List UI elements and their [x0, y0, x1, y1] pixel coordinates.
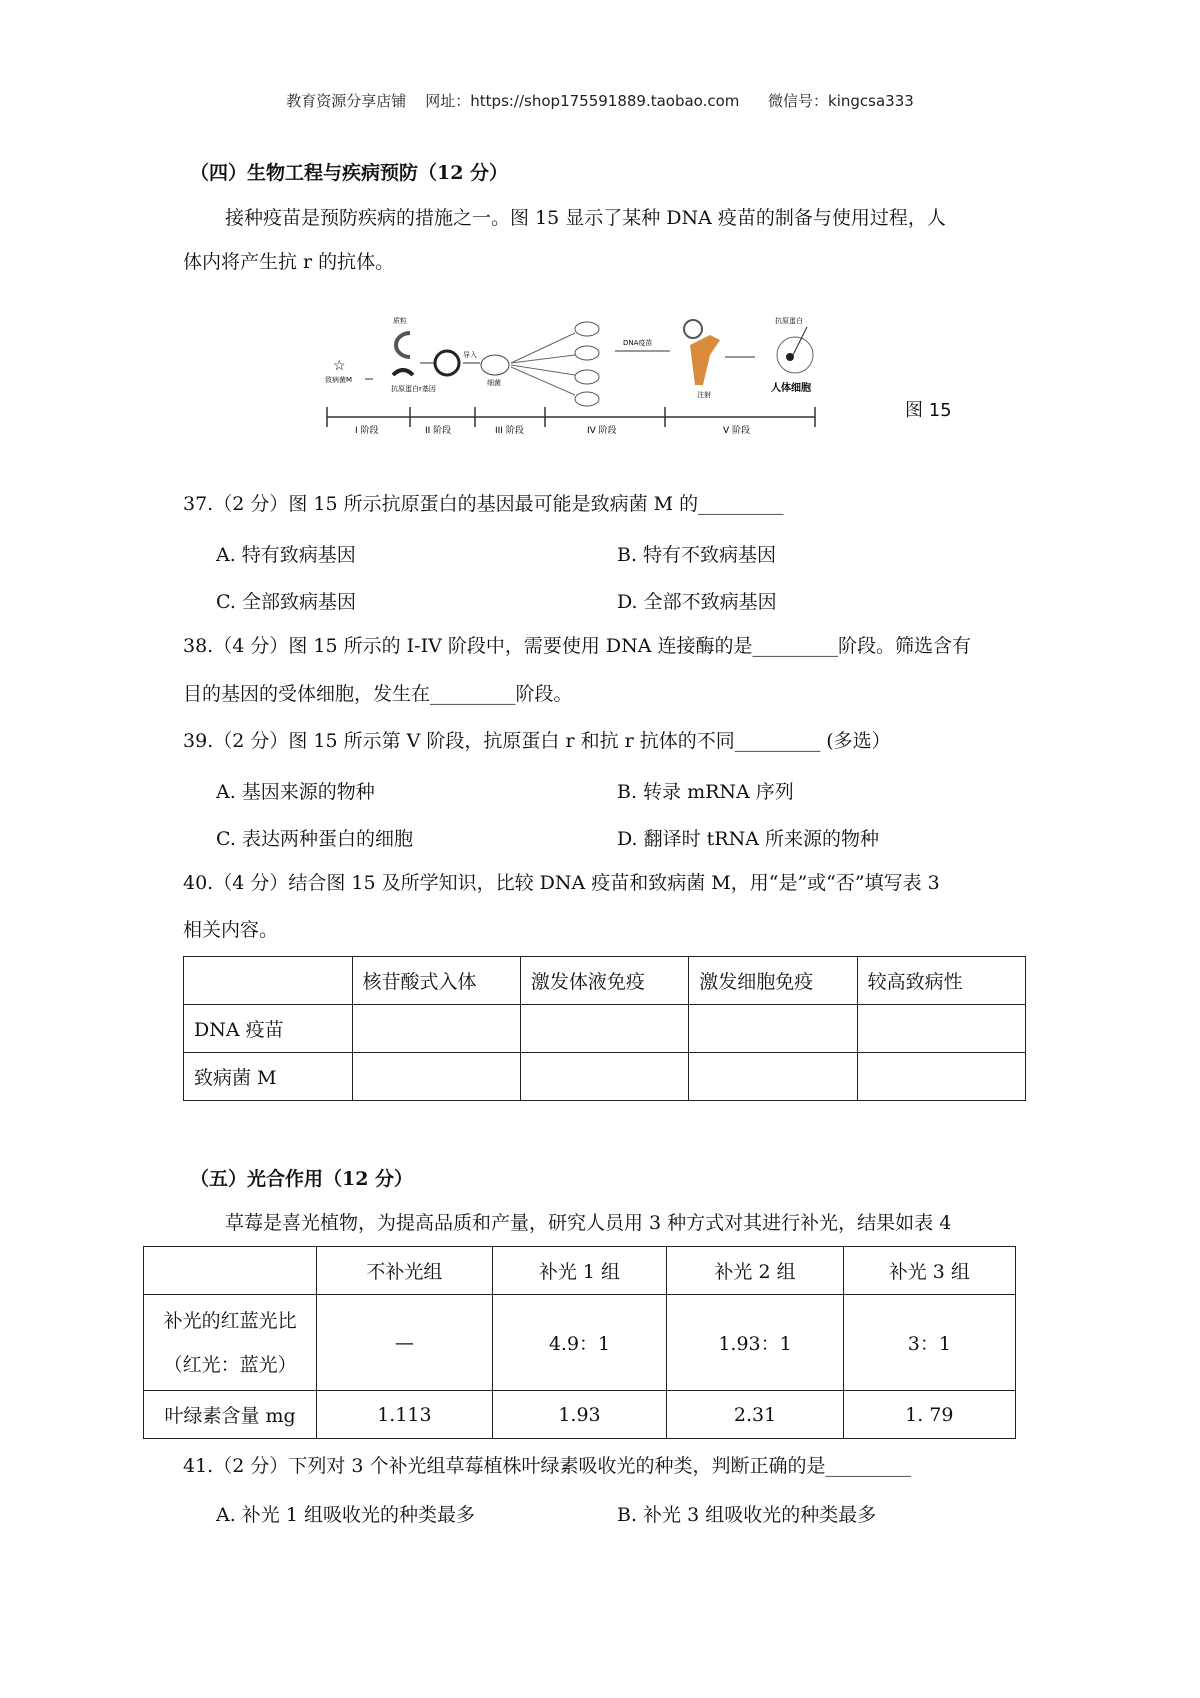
table-row [144, 1295, 1016, 1391]
table-3-answer-cell[interactable] [857, 1053, 1025, 1101]
table-4-cell: 2.31 [667, 1391, 843, 1439]
table-3-answer-cell[interactable] [689, 1005, 857, 1053]
gene-fragment-shape [393, 370, 413, 375]
bacteria-clone-2 [575, 346, 599, 360]
table-3-answer-cell[interactable] [689, 1053, 857, 1101]
bacteria-clone-3 [575, 370, 599, 384]
table-row [184, 1005, 1026, 1053]
table-row [184, 1053, 1026, 1101]
table-4-cell: — [317, 1295, 492, 1391]
table-3-answer-cell[interactable] [857, 1005, 1025, 1053]
table-4-cell: 4.9：1 [492, 1295, 667, 1391]
table-4-header-cell: 补光 2 组 [667, 1247, 843, 1295]
stage-2-label: II 阶段 [425, 426, 452, 436]
table-4 [143, 1246, 1016, 1439]
table-3-answer-cell[interactable] [520, 1053, 688, 1101]
q37-option-c: C. 全部致病基因 [216, 591, 356, 613]
table-4-row-label-line2: （红光：蓝光） [163, 1353, 297, 1376]
q39-option-a: A. 基因来源的物种 [216, 781, 375, 803]
table-3 [183, 956, 1026, 1101]
q41-stem: 41.（2 分）下列对 3 个补光组草莓植株叶绿素吸收光的种类，判断正确的是_________ [183, 1455, 912, 1477]
q38-line1: 38.（4 分）图 15 所示的 I-IV 阶段中，需要使用 DNA 连接酶的是_________阶段。筛选含有 [183, 635, 971, 657]
antigen-dot [786, 353, 794, 361]
q37-option-d: D. 全部不致病基因 [617, 591, 777, 613]
section-4-intro-line2: 体内将产生抗 r 的抗体。 [183, 251, 395, 273]
figure-15-caption: 图 15 [905, 400, 952, 421]
section-4-intro-line1: 接种疫苗是预防疾病的措施之一。图 15 显示了某种 DNA 疫苗的制备与使用过程，人 [225, 207, 946, 229]
table-4-row-label: 叶绿素含量 mg [144, 1391, 317, 1439]
table-4-cell: 3：1 [843, 1295, 1015, 1391]
bacteria-shape [481, 355, 509, 375]
q39-option-b: B. 转录 mRNA 序列 [617, 781, 794, 803]
q38-line2: 目的基因的受体细胞，发生在_________阶段。 [183, 683, 573, 705]
label-injection: 注射 [697, 391, 711, 399]
q39-option-c: C. 表达两种蛋白的细胞 [216, 828, 413, 850]
plasmid-shape [396, 333, 410, 357]
q41-option-a: A. 补光 1 组吸收光的种类最多 [216, 1504, 475, 1526]
table-3-answer-cell[interactable] [352, 1053, 520, 1101]
antigen-pointer [793, 327, 807, 355]
table-4-cell: 1.93 [492, 1391, 667, 1439]
table-4-header-cell: 补光 1 组 [492, 1247, 667, 1295]
table-4-row-label-line1: 补光的红蓝光比 [163, 1309, 297, 1332]
table-4-row-label [144, 1295, 317, 1391]
table-3-row-label: DNA 疫苗 [184, 1005, 353, 1053]
table-4-header-cell: 不补光组 [317, 1247, 492, 1295]
table-3-header-cell [184, 957, 353, 1005]
table-3-header-cell: 较高致病性 [857, 957, 1025, 1005]
label-dna-vaccine: DNA疫苗 [623, 339, 653, 347]
arrow-fan-4 [511, 367, 575, 395]
stage-1-label: I 阶段 [355, 426, 379, 436]
table-row [144, 1391, 1016, 1439]
label-plasmid: 质粒 [393, 317, 407, 325]
q41-option-b: B. 补光 3 组吸收光的种类最多 [617, 1504, 877, 1526]
table-3-header-cell: 核苷酸式入体 [352, 957, 520, 1005]
table-4-cell: 1.113 [317, 1391, 492, 1439]
table-3-header-row [184, 957, 1026, 1005]
table-3-header-cell: 激发细胞免疫 [689, 957, 857, 1005]
arrow-fan-3 [511, 365, 575, 375]
label-human-cell: 人体细胞 [771, 383, 811, 394]
table-3-row-label: 致病菌 M [184, 1053, 353, 1101]
q37-option-b: B. 特有不致病基因 [617, 544, 777, 566]
label-antigen-gene: 抗原蛋白r基因 [391, 385, 436, 393]
stage-5-label: V 阶段 [723, 426, 751, 436]
bacteria-clone-4 [575, 392, 599, 406]
section-5-intro: 草莓是喜光植物，为提高品质和产量，研究人员用 3 种方式对其进行补光，结果如表 4 [225, 1212, 952, 1234]
q39-stem: 39.（2 分）图 15 所示第 V 阶段，抗原蛋白 r 和抗 r 抗体的不同_________ (多选） [183, 730, 891, 752]
injected-cell-shape [684, 320, 702, 338]
q37-stem: 37.（2 分）图 15 所示抗原蛋白的基因最可能是致病菌 M 的_________ [183, 493, 784, 515]
q40-line2: 相关内容。 [183, 919, 279, 941]
figure-15-svg [325, 315, 900, 460]
recombinant-plasmid-shape [435, 351, 459, 375]
label-bacteria: 细菌 [487, 379, 501, 387]
bacteria-clone-1 [575, 322, 599, 336]
table-4-header-row [144, 1247, 1016, 1295]
q40-line1: 40.（4 分）结合图 15 及所学知识，比较 DNA 疫苗和致病菌 M，用“是”或“否”填写表 3 [183, 872, 940, 894]
table-4-header-cell: 补光 3 组 [843, 1247, 1015, 1295]
star-icon: ☆ [333, 358, 346, 374]
table-4-cell: 1. 79 [843, 1391, 1015, 1439]
stage-3-label: III 阶段 [495, 426, 524, 436]
stage-4-label: IV 阶段 [587, 426, 617, 436]
table-3-header-cell: 激发体液免疫 [520, 957, 688, 1005]
table-4-cell: 1.93：1 [667, 1295, 843, 1391]
arm-shape [690, 335, 720, 385]
q37-option-a: A. 特有致病基因 [216, 544, 356, 566]
label-import: 导入 [463, 351, 477, 359]
label-antigen-protein: 抗原蛋白 [775, 317, 803, 325]
table-3-answer-cell[interactable] [520, 1005, 688, 1053]
figure-15-diagram [325, 315, 900, 460]
human-cell-shape [777, 337, 813, 373]
table-4-header-cell [144, 1247, 317, 1295]
q39-option-d: D. 翻译时 tRNA 所来源的物种 [617, 828, 880, 850]
table-3-answer-cell[interactable] [352, 1005, 520, 1053]
section-5-title: （五）光合作用（12 分） [190, 1168, 414, 1190]
page-header: 教育资源分享店铺 网址：https://shop175591889.taobao.com 微信号：kingcsa333 [286, 92, 914, 110]
section-4-title: （四）生物工程与疾病预防（12 分） [190, 162, 509, 184]
label-pathogen: 致病菌M [325, 376, 353, 384]
